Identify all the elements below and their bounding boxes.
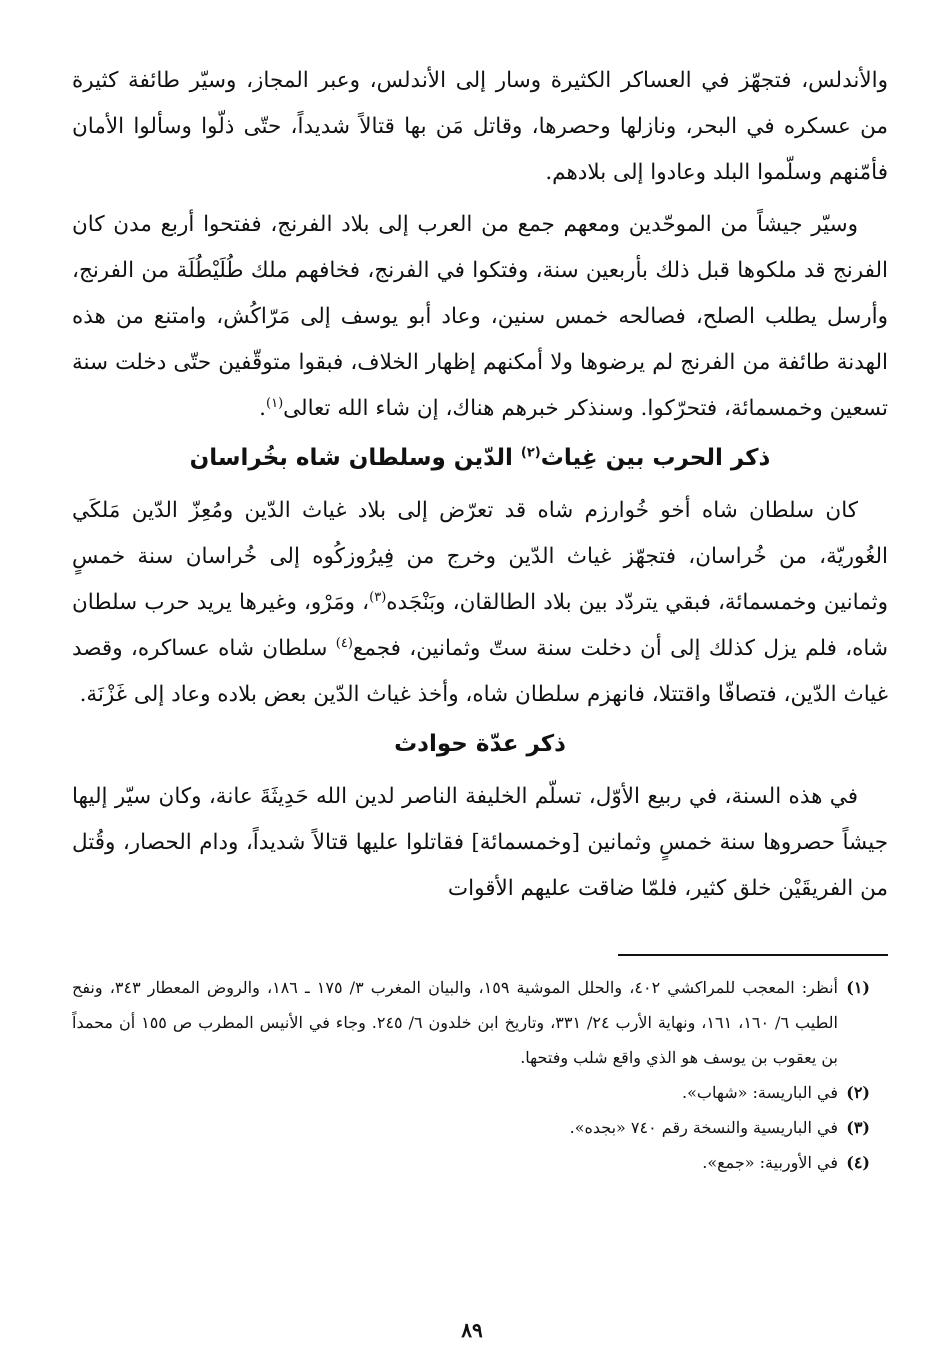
footnote-item: [72, 1075, 888, 1110]
footnote-ref-2: (٢): [520, 445, 541, 461]
footnote-text: في الأوربية: «جمع».: [702, 1153, 838, 1172]
footnote-ref-1: (١): [266, 395, 284, 411]
footnote-item: [72, 970, 888, 1075]
footnote-item: [72, 1110, 888, 1145]
footnote-number: (١): [846, 978, 870, 997]
footnote-number: (٢): [846, 1083, 870, 1102]
footnote-number: (٤): [846, 1153, 870, 1172]
footnote-ref-4: (٤): [335, 635, 353, 651]
footnote-text: في الباريسة: «شهاب».: [682, 1083, 838, 1102]
footnote-text: في الباريسية والنسخة رقم ٧٤٠ «بجده».: [569, 1118, 838, 1137]
paragraph-4: في هذه السنة، في ربيع الأوّل، تسلّم الخليفة الناصر لدين الله حَدِيثَةَ عانة، وكان سيّر إليها جيشاً حصروها سنة خمسٍ وثمانين [وخمسمائة] فقاتلوا عليها قتالاً شديداً، ودام الحصار، وقُتل من الفريقَيْن خلق كثير، فلمّا ضاقت عليهم الأقوات: [72, 784, 888, 901]
paragraph-1: والأندلس، فتجهّز في العساكر الكثيرة وسار إلى الأندلس، وعبر المجاز، وسيّر طائفة كثيرة من عسكره في البحر، ونازلها وحصرها، وقاتل مَن بها قتالاً شديداً، حتّى ذلّوا وسألوا الأمان فأمّنهم وسلّموا البلد وعادوا إلى بلادهم.: [72, 68, 888, 185]
footnote-item: [72, 1145, 888, 1180]
footnote-divider: [618, 954, 888, 956]
paragraph-3: كان سلطان شاه أخو خُوارزم شاه قد تعرّض إلى بلاد غياث الدّين ومُعِزّ الدّين مَلكَي الغُوريّة، من خُراسان، فتجهّز غياث الدّين وخرج من فِيرُوزكُوه إلى خُراسان سنة خمسٍ وثمانين وخمسمائة، فبقي يتردّد بين بلاد الطالقان، وبَنْجَده$^{(٣)}$، ومَرْو، وغيرها يريد حرب سلطان شاه، فلم يزل كذلك إلى أن دخلت سنة ستّ وثمانين، فجمع$^{(٤)}$ سلطان شاه عساكره، وقصد غياث الدّين، فتصافّا واقتتلا، فانهزم سلطان شاه، وأخذ غياث الدّين بعض بلاده وعاد إلى غَزْنَة.: [72, 498, 888, 707]
footnotes: [72, 970, 888, 1180]
section-heading-war: ذكر الحرب بين غِياث$^{(٢)}$ الدّين وسلطان شاه بخُراسان: [189, 445, 771, 471]
footnote-number: (٣): [846, 1118, 870, 1137]
paragraph-2: وسيّر جيشاً من الموحّدين ومعهم جمع من العرب إلى بلاد الفرنج، ففتحوا أربع مدن كان الفرنج قد ملكوها قبل ذلك بأربعين سنة، وفتكوا في الفرنج، فخافهم ملك طُلَيْطُلَة من الفرنج، وأرسل يطلب الصلح، فصالحه خمس سنين، وعاد أبو يوسف إلى مَرّاكُش، وامتنع من هذه الهدنة طائفة من الفرنج لم يرضوها ولا أمكنهم إظهار الخلاف، فبقوا متوقّفين حتّى دخلت سنة تسعين وخمسمائة، فتحرّكوا. وسنذكر خبرهم هناك، إن شاء الله تعالى$^{(١)}$.: [72, 212, 888, 421]
page-number: ٨٩: [461, 1318, 483, 1342]
footnote-ref-3: (٣): [369, 589, 387, 605]
footnote-text: أنظر: المعجب للمراكشي ٤٠٢، والحلل الموشية ١٥٩، والبيان المغرب ٣/ ١٧٥ ـ ١٨٦، والروض المعطار ٣٤٣، ونفح الطيب ٦/ ١٦٠، ١٦١، ونهاية الأرب ٢٤/ ٣٣١، وتاريخ ابن خلدون ٦/ ٢٤٥. وجاء في الأنيس المطرب ص ١٥٥ أن محمداً بن يعقوب بن يوسف هو الذي واقع شلب وفتحها.: [72, 978, 838, 1067]
section-heading-events: ذكر عدّة حوادث: [394, 731, 566, 757]
main-text: [72, 58, 888, 912]
